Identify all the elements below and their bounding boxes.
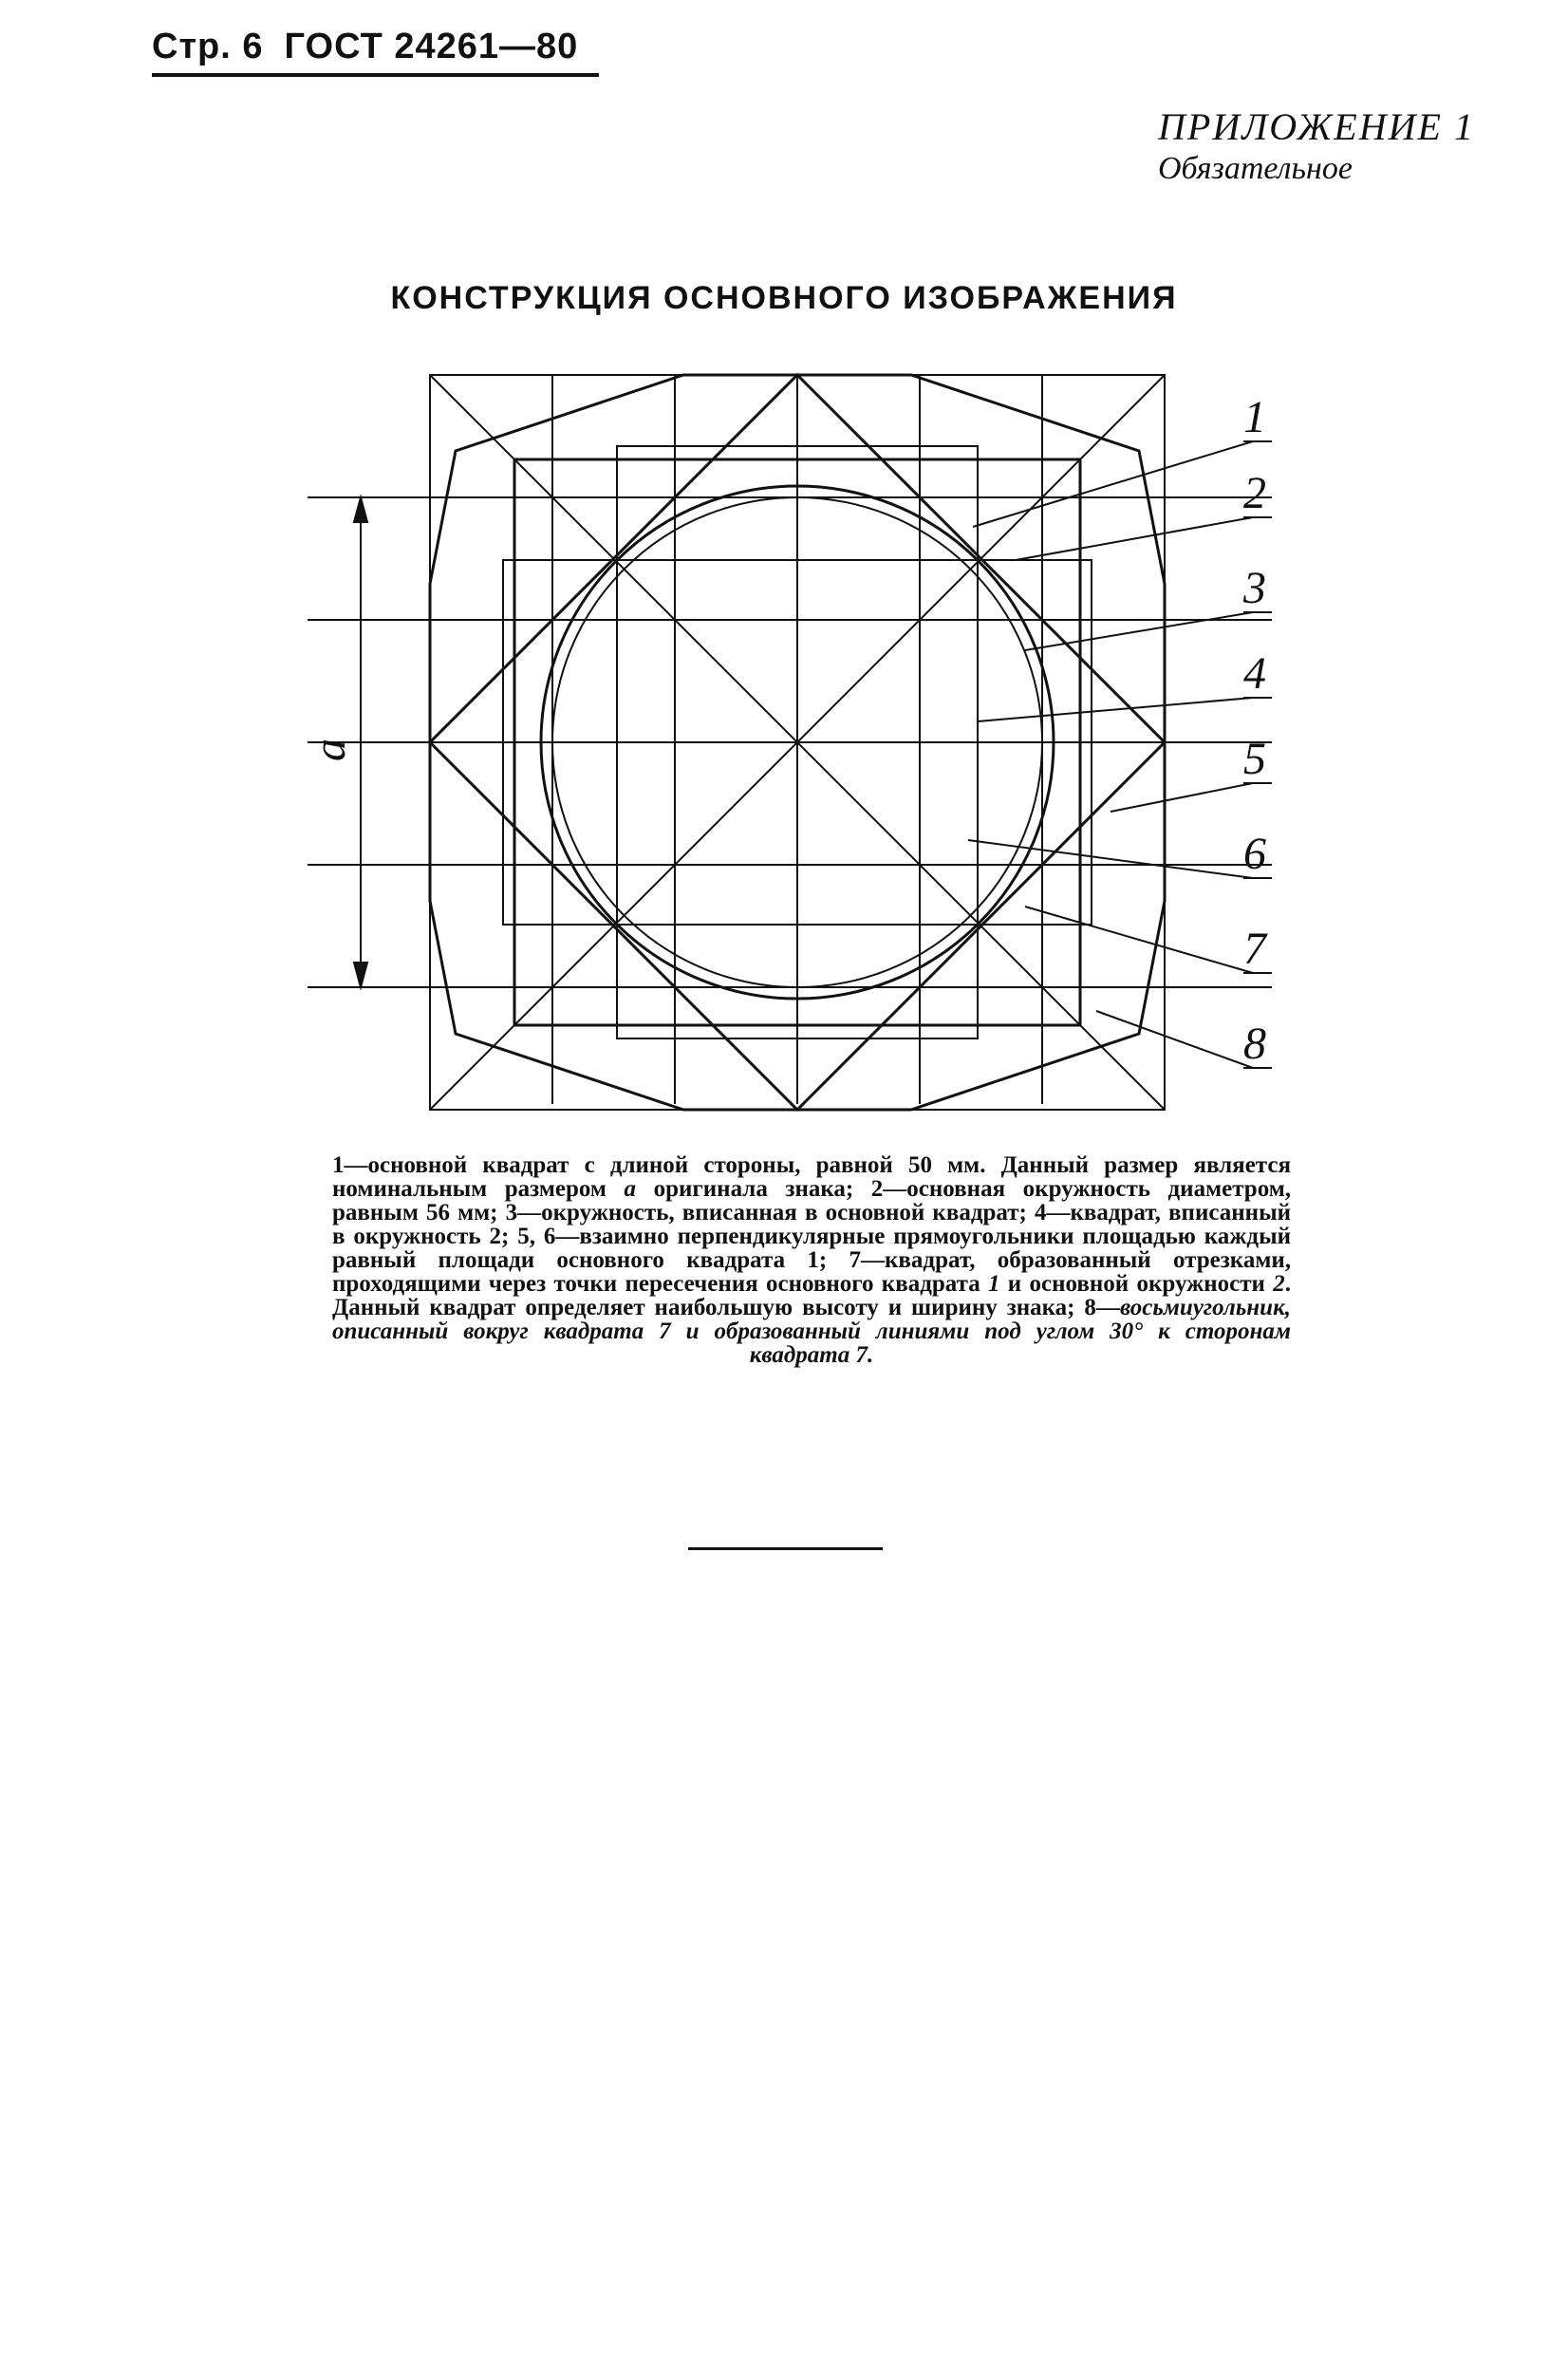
- callout-8: 8: [1243, 1019, 1266, 1069]
- figure-title: КОНСТРУКЦИЯ ОСНОВНОГО ИЗОБРАЖЕНИЯ: [390, 280, 1178, 316]
- caption-number: 2: [1273, 1271, 1285, 1297]
- page-header: [152, 27, 599, 77]
- callout-6: 6: [1243, 829, 1266, 879]
- caption-part: 1—основной квадрат с длиной стороны, равной 50 мм. Данный размер является номинальным размером: [332, 1152, 1291, 1202]
- construction-figure: [304, 365, 1272, 1130]
- caption-part: и основной окружности: [999, 1271, 1274, 1297]
- caption-part: восьмиугольник, описанный вокруг квадрата 7 и образованный линиями под углом 30° к сторонам квадрата 7.: [332, 1295, 1291, 1368]
- caption-part: . Данный квадрат определяет наибольшую высоту и ширину знака; 8—: [332, 1271, 1291, 1320]
- caption-variable: a: [624, 1176, 637, 1202]
- caption-number: 1: [988, 1271, 1000, 1297]
- callout-1: 1: [1243, 392, 1266, 442]
- dimension-label-a: a: [305, 739, 355, 761]
- standard-number: ГОСТ 24261—80: [284, 27, 579, 66]
- callout-5: 5: [1243, 734, 1266, 784]
- callout-7: 7: [1243, 924, 1266, 974]
- callout-4: 4: [1243, 648, 1266, 699]
- figure-caption: [332, 1153, 1291, 1367]
- appendix-title: ПРИЛОЖЕНИЕ 1: [1158, 105, 1475, 148]
- grid-lines: [308, 375, 1272, 1104]
- leader-lines: [968, 441, 1272, 1068]
- callout-3: 3: [1243, 563, 1266, 613]
- page-number: Стр. 6: [152, 27, 264, 66]
- callout-2: 2: [1243, 468, 1266, 518]
- appendix-subtitle: Обязательное: [1158, 151, 1353, 186]
- construction-diagram: [304, 365, 1272, 1125]
- end-rule: [688, 1547, 883, 1550]
- caption-part: оригинала знака; 2—основная окружность диаметром, равным 56 мм; 3—окружность, вписанная в основной квадрат; 4—квадрат, вписанный в окружность 2; 5, 6—взаимно перпендикулярные прямоугольники площадью каждый равный площади основного квадрата 1; 7—квадрат, образованный отрезками, проходящими через точки пересечения основного квадрата: [332, 1176, 1291, 1297]
- appendix-block: [1158, 104, 1475, 189]
